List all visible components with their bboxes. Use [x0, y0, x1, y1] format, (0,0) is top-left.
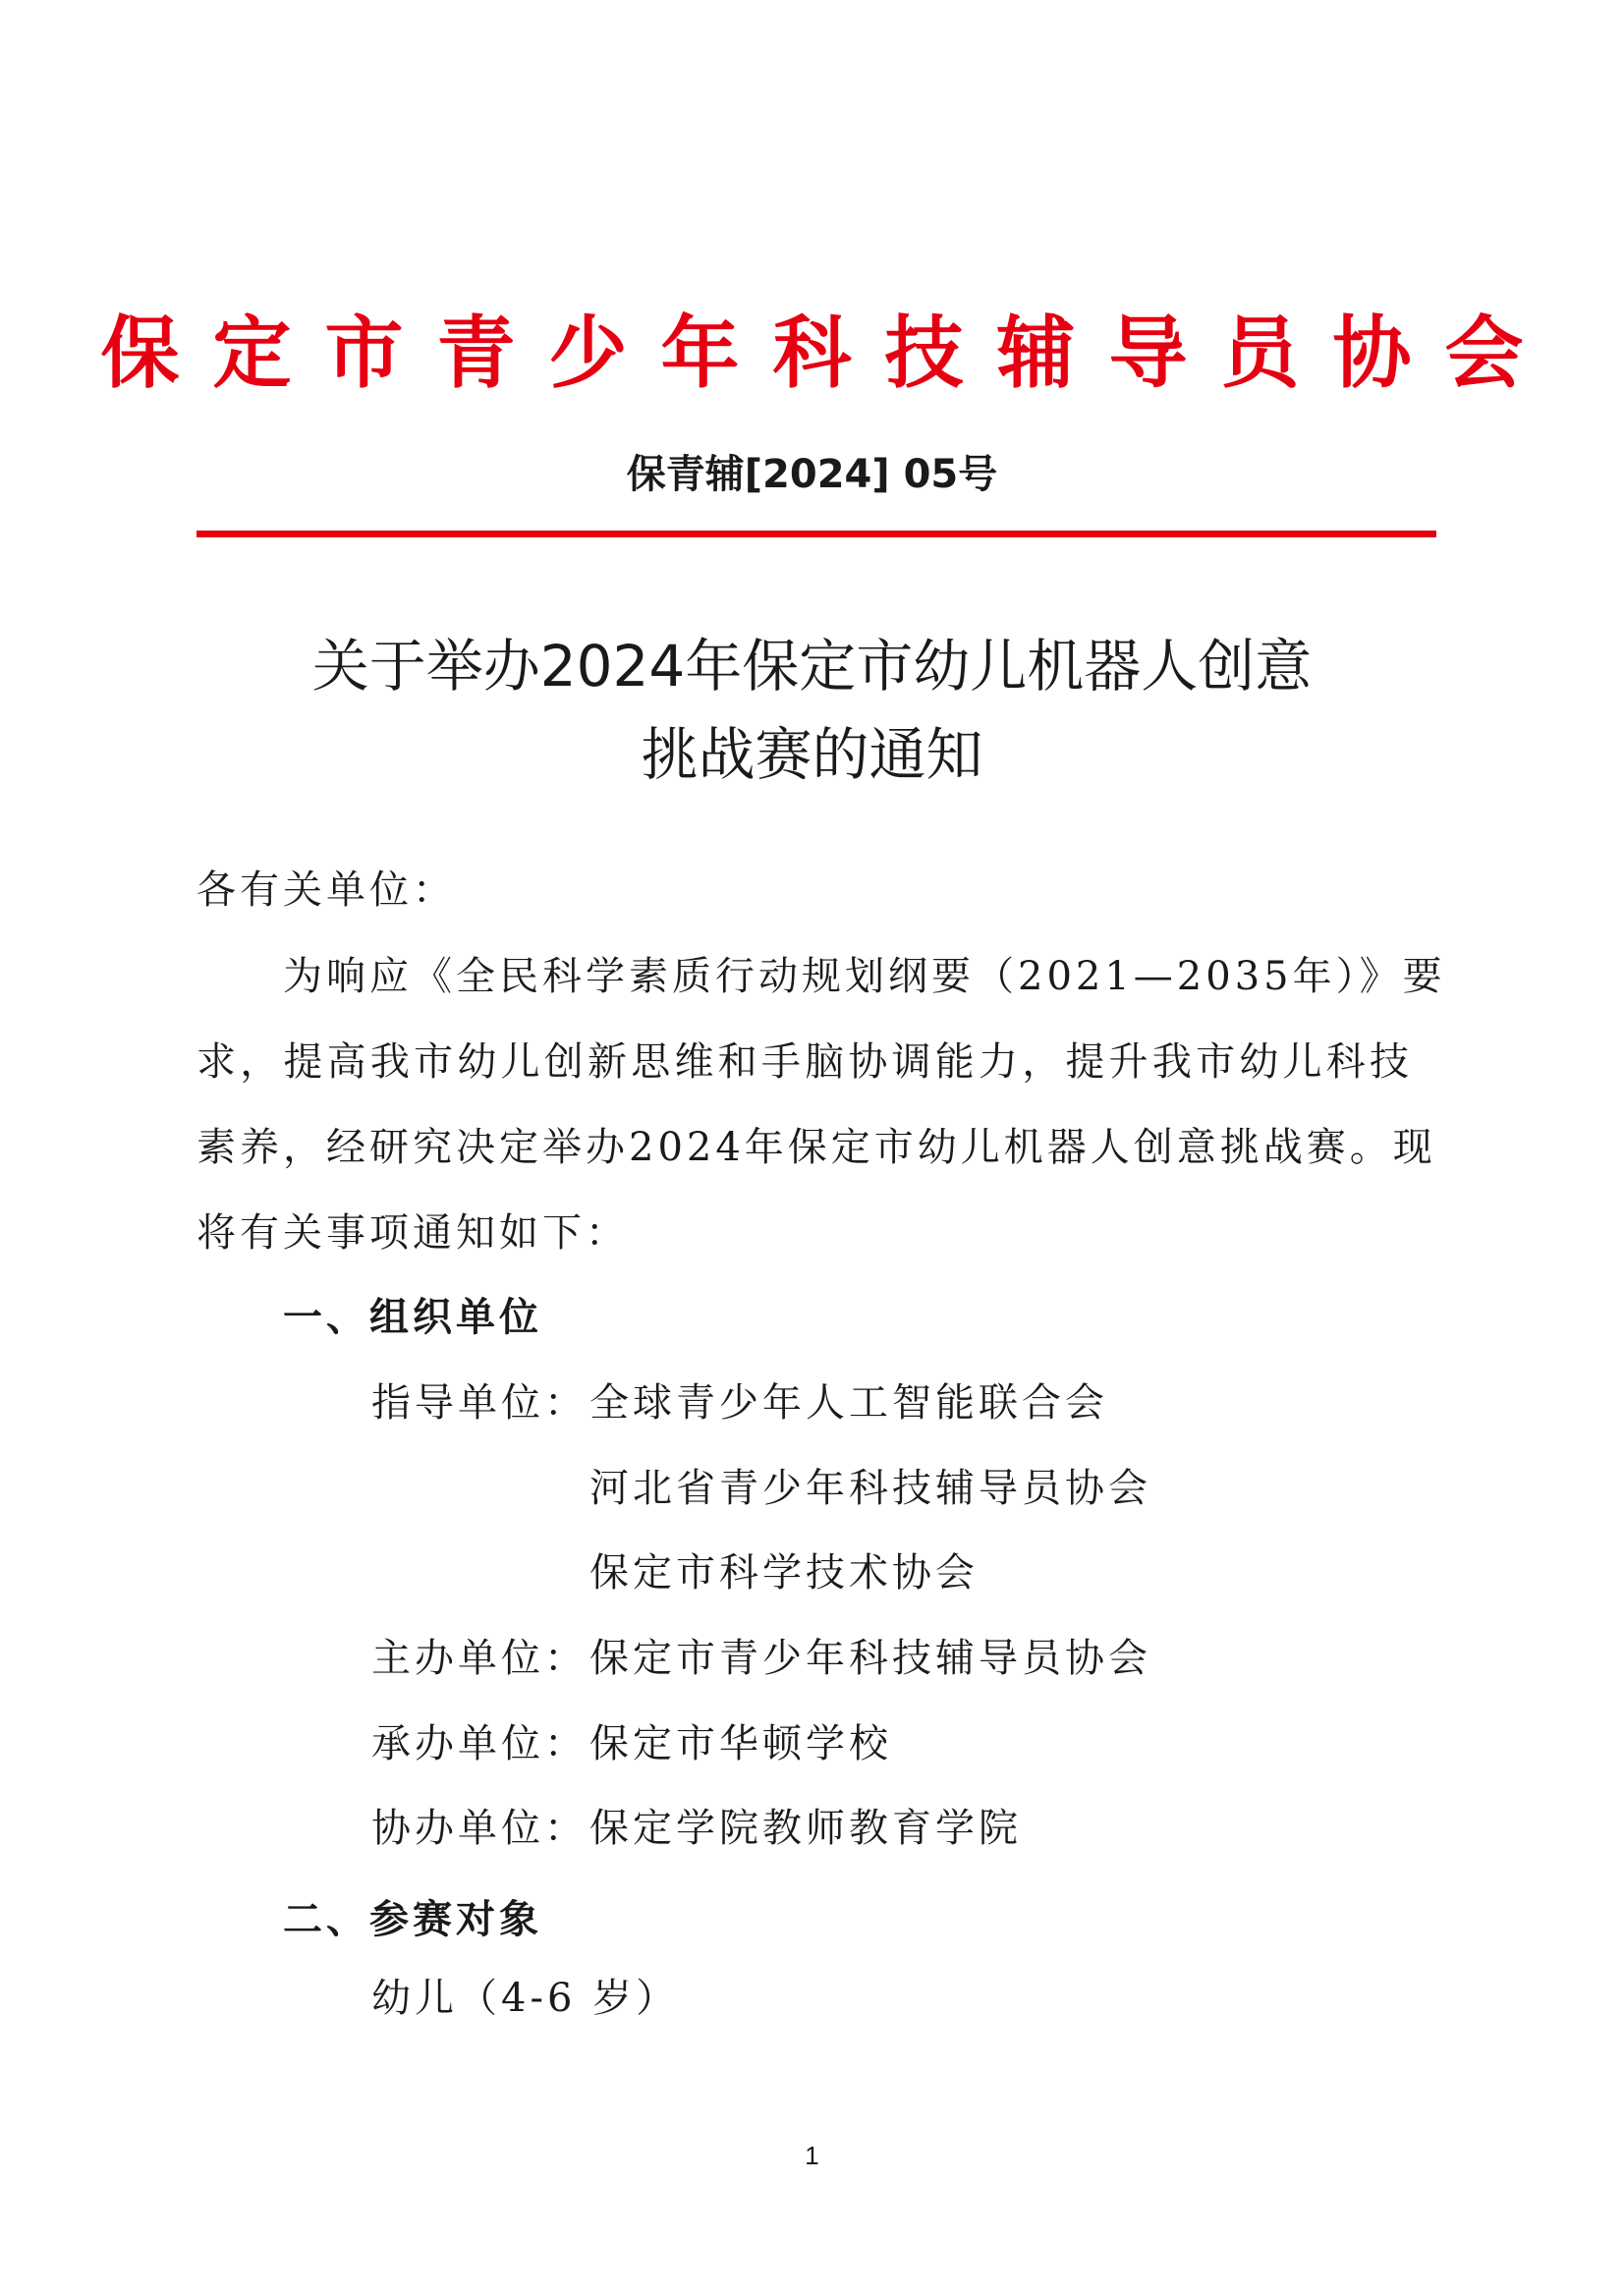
section-1-heading: 一、组织单位 — [283, 1295, 542, 1340]
section-2-heading: 二、参赛对象 — [283, 1897, 542, 1942]
intro-line-1: 为响应《全民科学素质行动规划纲要（2021—2035年）》要 — [283, 954, 1446, 999]
intro-line-2: 求，提高我市幼儿创新思维和手脑协调能力，提升我市幼儿科技 — [196, 1039, 1413, 1085]
intro-line-4: 将有关事项通知如下： — [196, 1210, 629, 1256]
guidance-unit-1: 全球青少年人工智能联合会 — [589, 1380, 1108, 1426]
guidance-unit-label: 指导单位： — [371, 1380, 588, 1426]
document-number: 保青辅[2024] 05号 — [626, 452, 998, 497]
organizer-unit: 保定市华顿学校 — [589, 1721, 892, 1766]
co-organizer-unit: 保定学院教师教育学院 — [589, 1806, 1022, 1851]
participants-text: 幼儿（4-6 岁） — [371, 1976, 680, 2021]
co-organizer-unit-label: 协办单位： — [371, 1806, 588, 1851]
page-number: 1 — [805, 2141, 819, 2170]
guidance-unit-3: 保定市科学技术协会 — [589, 1550, 979, 1595]
notice-title-line-2: 挑战赛的通知 — [641, 721, 983, 788]
host-unit-label: 主办单位： — [371, 1636, 588, 1681]
organizer-unit-label: 承办单位： — [371, 1721, 588, 1766]
notice-title-line-1: 关于举办2024年保定市幼儿机器人创意 — [311, 633, 1313, 700]
salutation: 各有关单位： — [196, 868, 456, 913]
host-unit: 保定市青少年科技辅导员协会 — [589, 1636, 1151, 1681]
issuing-organization-header: 保定市青少年科技辅导员协会 — [100, 308, 1557, 399]
intro-line-3: 素养，经研究决定举办2024年保定市幼儿机器人创意挑战赛。现 — [196, 1125, 1436, 1170]
red-divider-line — [196, 531, 1436, 537]
guidance-unit-2: 河北省青少年科技辅导员协会 — [589, 1466, 1151, 1511]
